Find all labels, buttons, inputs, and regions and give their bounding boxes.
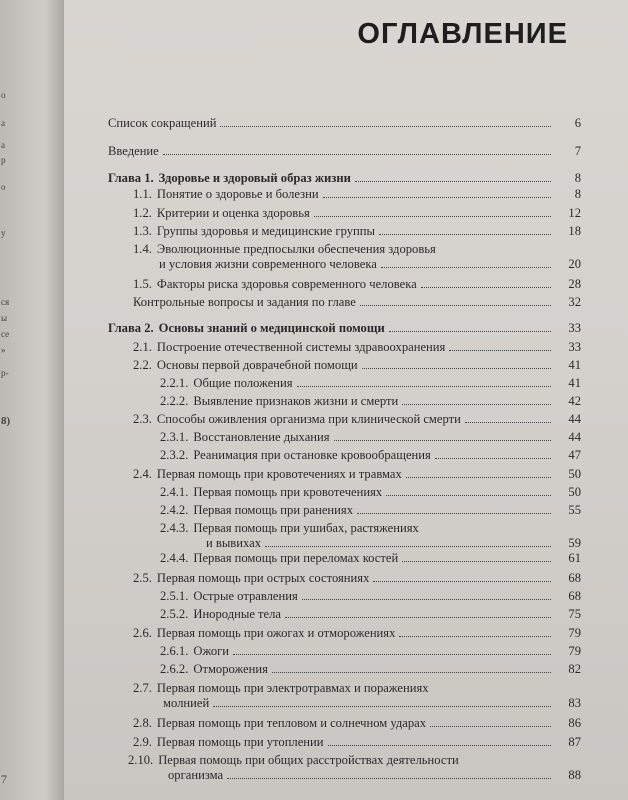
toc-entry-title: Первая помощь при острых состояниях	[156, 571, 370, 585]
toc-entry-title: молнией	[163, 696, 210, 710]
toc-entry	[133, 358, 581, 373]
toc-entry-page: 44	[568, 430, 581, 444]
toc-entry-title: и вывихах	[206, 536, 261, 550]
toc-entry	[128, 753, 581, 783]
toc-entry-page: 33	[568, 340, 581, 354]
toc-entry-number: Глава 1.	[108, 171, 154, 185]
toc-entry-title: Критерии и оценка здоровья	[156, 206, 310, 220]
toc-entry	[133, 340, 581, 355]
toc-entry-page: 82	[568, 662, 581, 676]
toc-entry-number: 1.1.	[133, 187, 152, 201]
toc-entry	[160, 607, 581, 622]
toc-entry-page: 88	[568, 768, 581, 782]
toc-entry-number: 2.2.	[133, 358, 152, 372]
toc-entry-page: 7	[574, 144, 581, 158]
toc-entry	[133, 277, 581, 292]
toc-entry	[160, 662, 581, 677]
toc-entry-page: 41	[568, 376, 581, 390]
toc-entry	[133, 681, 581, 711]
toc-entry-title: Первая помощь при утоплении	[156, 735, 324, 749]
toc-entry	[160, 503, 581, 518]
toc-entry-number: 2.9.	[133, 735, 152, 749]
toc-entry-page: 20	[568, 257, 581, 271]
toc-entry-number: Глава 2.	[108, 321, 154, 335]
toc-entry-title: Первая помощь при тепловом и солнечном ударах	[156, 716, 427, 730]
toc-entry	[133, 295, 581, 310]
toc-entry-title: Реанимация при остановке кровообращения	[193, 448, 431, 462]
toc-entry-number: 2.1.	[133, 340, 152, 354]
toc-entry-page: 32	[568, 295, 581, 309]
toc-chapter	[108, 171, 581, 186]
toc-entry-title: и условия жизни современного человека	[159, 257, 377, 271]
toc-entry-page: 83	[568, 696, 581, 710]
toc-entry-number: 2.5.	[133, 571, 152, 585]
toc-entry-page: 33	[568, 321, 581, 335]
toc-entry-page: 75	[568, 607, 581, 621]
toc-entry	[108, 144, 581, 159]
toc-entry	[133, 467, 581, 482]
left-page-text-fragments	[0, 0, 20, 800]
toc-entry-number: 2.4.	[133, 467, 152, 481]
left-fragment: р	[1, 155, 6, 165]
toc-entry-number: 2.6.2.	[160, 662, 189, 676]
toc-entry-page: 47	[568, 448, 581, 462]
toc-chapter	[108, 321, 581, 336]
toc-entry-number: 2.10.	[128, 753, 154, 767]
toc-entry-title: Список сокращений	[108, 116, 217, 130]
toc-entry-title: Ожоги	[193, 644, 230, 658]
toc-entry-title: Основы первой доврачебной помощи	[156, 358, 358, 372]
toc-entry	[160, 644, 581, 659]
toc-entry-page: 8	[574, 171, 581, 185]
toc-entry-title: Способы оживления организма при клинической смерти	[156, 412, 461, 426]
toc-entry-number: 1.2.	[133, 206, 152, 220]
toc-entry	[160, 376, 581, 391]
toc-entry-number: 2.3.2.	[160, 448, 189, 462]
toc-entry	[160, 551, 581, 566]
toc-entry-page: 61	[568, 551, 581, 565]
toc-entry-title-line1: Первая помощь при общих расстройствах деятельности	[158, 753, 459, 767]
toc-entry-number: 1.3.	[133, 224, 152, 238]
toc-entry-number: 2.3.1.	[160, 430, 189, 444]
left-fragment: ся	[1, 297, 10, 307]
toc-entry-number: 2.6.	[133, 626, 152, 640]
toc-entry	[133, 206, 581, 221]
toc-entry-number: 2.4.1.	[160, 485, 189, 499]
left-fragment: 7	[1, 772, 7, 786]
toc-entry-title: Здоровье и здоровый образ жизни	[158, 171, 351, 185]
toc-entry-title-line1: Первая помощь при электротравмах и поражениях	[156, 681, 429, 695]
toc-entry	[133, 735, 581, 750]
toc-entry-page: 18	[568, 224, 581, 238]
toc-entry-title: организма	[168, 768, 224, 782]
toc-entry-number: 2.5.1.	[160, 589, 189, 603]
toc-entry-page: 12	[568, 206, 581, 220]
toc-entry-title: Выявление признаков жизни и смерти	[193, 394, 399, 408]
toc-entry-title: Контрольные вопросы и задания по главе	[133, 295, 356, 309]
toc-entry-title: Группы здоровья и медицинские группы	[156, 224, 375, 238]
toc-entry-title-line1: Первая помощь при ушибах, растяжениях	[193, 521, 419, 535]
toc-entry-title: Понятие о здоровье и болезни	[156, 187, 319, 201]
toc-entry	[160, 589, 581, 604]
toc-entry-number: 1.5.	[133, 277, 152, 291]
toc-entry-title: Общие положения	[193, 376, 293, 390]
left-page-edge	[0, 0, 64, 800]
toc-entry-page: 79	[568, 644, 581, 658]
left-fragment: у	[1, 228, 6, 238]
toc-entry-number: 2.7.	[133, 681, 152, 695]
toc-entry-title: Первая помощь при ранениях	[193, 503, 353, 517]
toc-entry-title: Инородные тела	[193, 607, 282, 621]
toc-entry-page: 6	[574, 116, 581, 130]
toc-entry-title: Отморожения	[193, 662, 268, 676]
toc-entry-page: 68	[568, 571, 581, 585]
toc-entry	[133, 242, 581, 272]
toc-entry-page: 8	[574, 187, 581, 201]
toc-entry-number: 2.4.4.	[160, 551, 189, 565]
toc-entry-number: 2.6.1.	[160, 644, 189, 658]
toc-entry-number: 2.2.2.	[160, 394, 189, 408]
left-fragment: »	[1, 345, 6, 355]
toc-entry-page: 55	[568, 503, 581, 517]
toc-entry	[133, 716, 581, 731]
toc-entry	[133, 626, 581, 641]
toc-entry-page: 79	[568, 626, 581, 640]
toc-entry	[133, 571, 581, 586]
book-page	[64, 0, 628, 800]
toc-entry-title: Первая помощь при ожогах и отморожениях	[156, 626, 396, 640]
toc-entry-page: 50	[568, 485, 581, 499]
toc-entry-number: 2.8.	[133, 716, 152, 730]
toc-entry	[133, 187, 581, 202]
toc-entry-page: 44	[568, 412, 581, 426]
toc-entry-title: Построение отечественной системы здравоохранения	[156, 340, 446, 354]
toc-entry	[160, 485, 581, 500]
toc-entry-number: 1.4.	[133, 242, 152, 256]
left-fragment: ы	[1, 313, 8, 323]
toc-entry-title-line1: Эволюционные предпосылки обеспечения здоровья	[156, 242, 436, 256]
toc-entry	[160, 430, 581, 445]
toc-entry	[108, 116, 581, 131]
toc-entry-title: Первая помощь при кровотечениях и травмах	[156, 467, 402, 481]
toc-entry-title: Введение	[108, 144, 159, 158]
toc-entry-page: 86	[568, 716, 581, 730]
toc-entry-number: 2.4.2.	[160, 503, 189, 517]
left-fragment: о	[1, 182, 6, 192]
toc-entry	[160, 394, 581, 409]
left-fragment: 8)	[1, 415, 11, 427]
toc-entry-page: 42	[568, 394, 581, 408]
toc-entry-page: 41	[568, 358, 581, 372]
toc-entry-page: 59	[568, 536, 581, 550]
toc-entry-number: 2.3.	[133, 412, 152, 426]
left-fragment: а	[1, 118, 5, 128]
left-fragment: се	[1, 329, 10, 339]
toc-entry-number: 2.5.2.	[160, 607, 189, 621]
toc-entry-page: 50	[568, 467, 581, 481]
toc-entry-title: Факторы риска здоровья современного человека	[156, 277, 417, 291]
toc-entry-title: Основы знаний о медицинской помощи	[158, 321, 385, 335]
toc-entry	[133, 412, 581, 427]
toc-entry	[160, 448, 581, 463]
toc-entry-title: Первая помощь при кровотечениях	[193, 485, 383, 499]
left-fragment: а	[1, 140, 5, 150]
left-fragment: р-	[1, 368, 9, 378]
left-fragment: о	[1, 90, 6, 100]
toc-entry	[133, 224, 581, 239]
toc-entry-page: 28	[568, 277, 581, 291]
page-title: ОГЛАВЛЕНИЕ	[357, 18, 568, 50]
toc-entry-number: 2.2.1.	[160, 376, 189, 390]
toc-entry-title: Острые отравления	[193, 589, 298, 603]
toc-entry-page: 87	[568, 735, 581, 749]
toc-entry-title: Восстановление дыхания	[193, 430, 330, 444]
toc-entry	[160, 521, 581, 551]
toc-entry-title: Первая помощь при переломах костей	[193, 551, 399, 565]
toc-entry-number: 2.4.3.	[160, 521, 189, 535]
toc-entry-page: 68	[568, 589, 581, 603]
